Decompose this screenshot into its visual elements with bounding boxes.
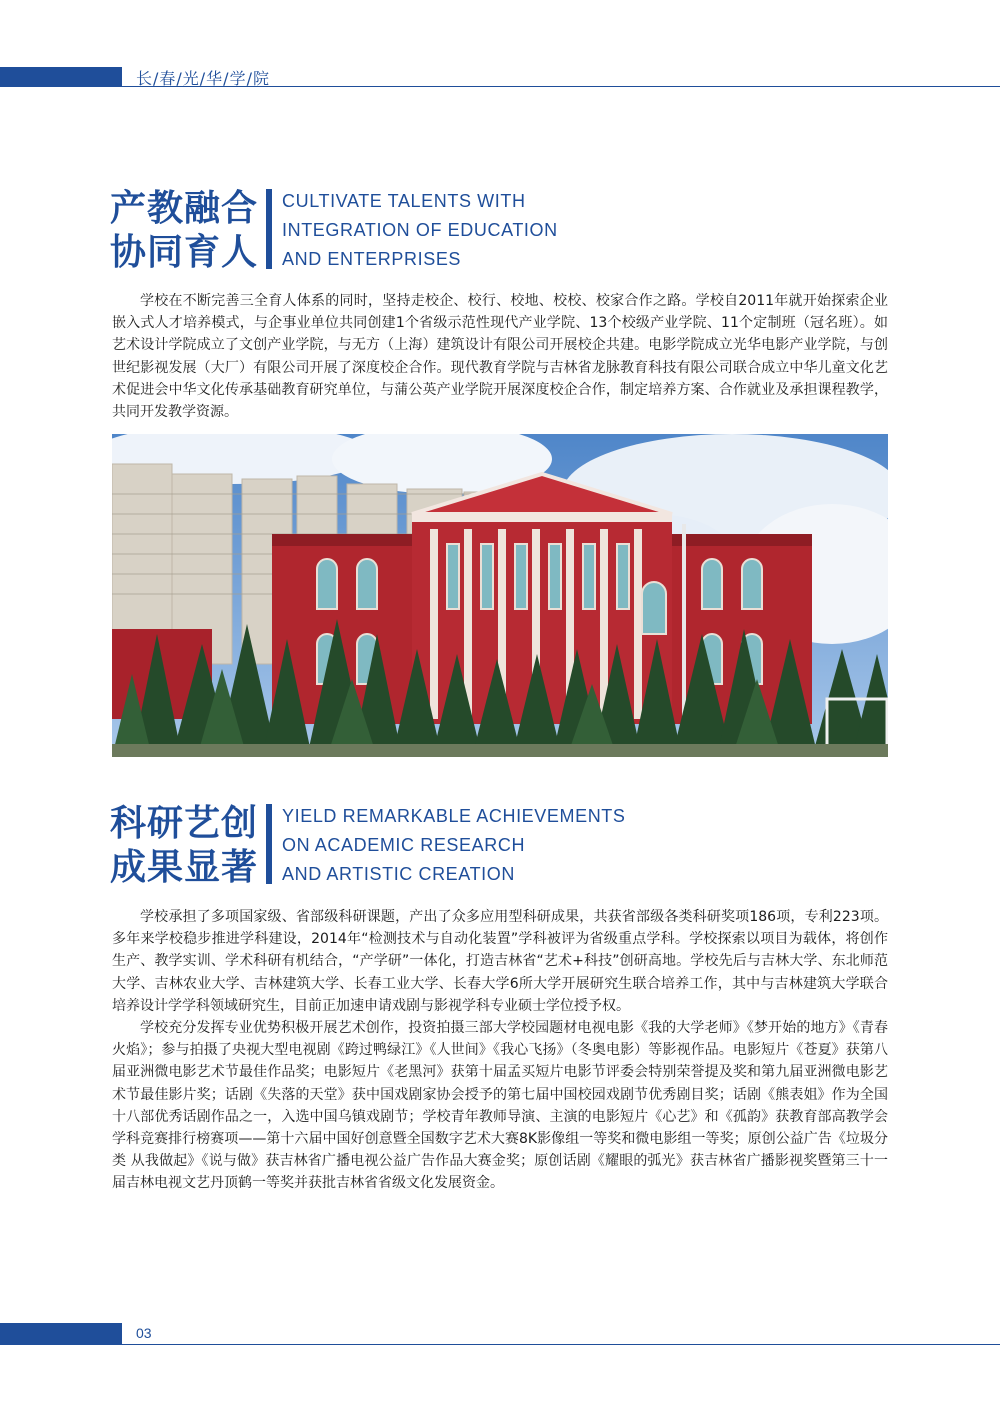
section-title-en-line: INTEGRATION OF EDUCATION — [282, 220, 558, 240]
campus-building-illustration — [112, 434, 888, 757]
title-divider-bar — [266, 804, 272, 884]
page-number: 03 — [136, 1325, 152, 1341]
section-title-zh — [110, 802, 260, 890]
section-title-zh-line: 成果显著 — [110, 847, 259, 888]
section-title-zh-line: 科研艺创 — [110, 803, 259, 844]
body-paragraph: 学校承担了多项国家级、省部级科研课题，产出了众多应用型科研成果，共获省部级各类科研奖项186项，专利223项。多年来学校稳步推进学科建设，2014年“检测技术与自动化装置”学科被评为省级重点学科。学校探索以项目为载体，将创作生产、教学实训、学术科研有机结合，“产学研”一体化，打造吉林省“艺术+科技”创研高地。学校先后与吉林大学、东北师范大学、吉林农业大学、吉林建筑大学、长春工业大学、长春大学6所大学开展研究生联合培养工作，其中与吉林建筑大学联合培养设计学学科领域研究生，目前正加速申请戏剧与影视学科专业硕士学位授予权。 — [112, 909, 888, 1014]
section-title-en-line: YIELD REMARKABLE ACHIEVEMENTS — [282, 806, 626, 826]
title-divider-bar — [266, 189, 272, 269]
section-title-en-line: AND ARTISTIC CREATION — [282, 864, 515, 884]
section-title-en-line: AND ENTERPRISES — [282, 249, 462, 269]
body-paragraph: 学校充分发挥专业优势积极开展艺术创作，投资拍摄三部大学校园题材电视电影《我的大学老师》《梦开始的地方》《青春火焰》；参与拍摄了央视大型电视剧《跨过鸭绿江》《人世间》《我心飞扬》（冬奥电影）等影视作品。电影短片《苍夏》获第八届亚洲微电影艺术节最佳作品奖；电影短片《老黑河》获第十届孟买短片电影节评委会特别荣誉提及奖和第九届亚洲微电影艺术节最佳影片奖；话剧《失落的天堂》获中国戏剧家协会授予的第七届中国校园戏剧节优秀剧目奖；话剧《熊表姐》作为全国十八部优秀话剧作品之一，入选中国乌镇戏剧节；学校青年教师导演、主演的电影短片《心艺》和《孤韵》获教育部高教学会学科竞赛排行榜赛项——第十六届中国好创意暨全国数字艺术大赛8K影像组一等奖和微电影组一等奖；原创公益广告《垃圾分类 从我做起》《说与做》获吉林省广播电视公益广告作品大赛金奖；原创话剧《耀眼的弧光》获吉林省广播影视奖暨第三十一届吉林电视文艺丹顶鹤一等奖并获批吉林省省级文化发展资金。 — [112, 1020, 888, 1192]
section-title-zh-line: 协同育人 — [110, 232, 259, 273]
section-body-industry-education — [112, 290, 888, 423]
footer-stripe — [0, 1323, 122, 1345]
section-title-en — [282, 187, 558, 274]
campus-building-photo — [112, 434, 888, 757]
section-title-en-line: ON ACADEMIC RESEARCH — [282, 835, 526, 855]
footer-rule — [122, 1344, 1000, 1345]
body-paragraph: 学校在不断完善三全育人体系的同时，坚持走校企、校行、校地、校校、校家合作之路。学校自2011年就开始探索企业嵌入式人才培养模式，与企事业单位共同创建1个省级示范性现代产业学院、13个校级产业学院、11个定制班（冠名班）。如艺术设计学院成立了文创产业学院，与无方（上海）建筑设计有限公司开展校企共建。电影学院成立光华电影产业学院，与创世纪影视发展（大厂）有限公司开展了深度校企合作。现代教育学院与吉林省龙脉教育科技有限公司联合成立中华儿童文化艺术促进会中华文化传承基础教育研究单位，与蒲公英产业学院开展深度校企合作，制定培养方案、合作就业及承担课程教学，共同开发教学资源。 — [112, 293, 888, 421]
section-title-en-line: CULTIVATE TALENTS WITH — [282, 191, 526, 211]
header-bar — [0, 67, 1000, 87]
section-title-en — [282, 802, 626, 889]
section-body-research-art — [112, 906, 888, 1195]
header-stripe — [0, 67, 122, 87]
section-title-zh — [110, 187, 260, 275]
school-name: 长/春/光/华/学/院 — [136, 69, 270, 88]
section-title-zh-line: 产教融合 — [110, 188, 259, 229]
footer-bar — [0, 1323, 1000, 1345]
